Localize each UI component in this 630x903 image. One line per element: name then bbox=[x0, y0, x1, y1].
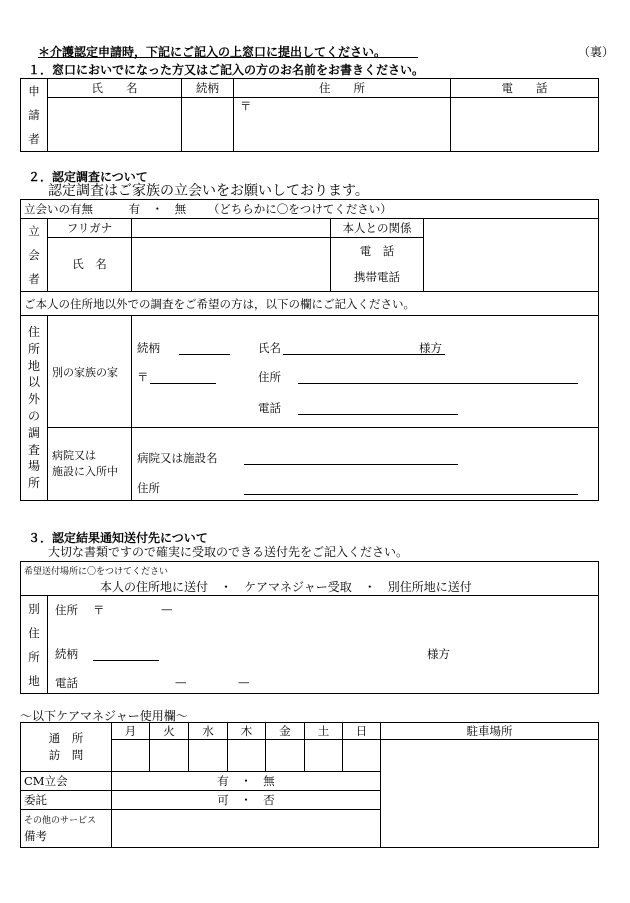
parking-field[interactable] bbox=[381, 740, 599, 848]
form-instruction: ＊介護認定申請時，下記にご記入の上窓口に提出してください。 bbox=[38, 45, 387, 59]
instruction-underline bbox=[38, 57, 418, 58]
cm-presence-label: CM立会 bbox=[21, 772, 112, 791]
hospital-name-label: 病院又は施設名 bbox=[137, 451, 218, 465]
family-name-label: 氏名 bbox=[258, 341, 281, 355]
hospital-address-label: 住所 bbox=[137, 481, 160, 495]
send-options[interactable]: 本人の住所地に送付 ・ ケアマネジャー受取 ・ 別住所地に送付 bbox=[100, 580, 472, 594]
presence-options[interactable]: 有 ・ 無 bbox=[128, 202, 187, 216]
cm-presence-options[interactable]: 有 ・ 無 bbox=[112, 772, 381, 791]
other-service-field[interactable] bbox=[112, 810, 381, 848]
relation-label: 本人との関係 bbox=[331, 219, 424, 238]
attendant-name-field[interactable] bbox=[132, 237, 331, 292]
other-service-label: その他のサービス 備考 bbox=[21, 810, 112, 848]
send-tel-dash-2: — bbox=[238, 675, 250, 689]
hospital-label: 病院又は 施設に入所中 bbox=[48, 428, 132, 501]
send-tel-dash-1: — bbox=[175, 675, 187, 689]
attendant-side-label: 立 会 者 bbox=[21, 219, 48, 292]
notification-table bbox=[20, 561, 599, 694]
family-address-label: 住所 bbox=[258, 370, 281, 384]
hospital-address-field[interactable] bbox=[244, 480, 578, 495]
other-address-side-label: 別 住 所 地 bbox=[21, 596, 48, 694]
entrust-label: 委託 bbox=[21, 791, 112, 810]
family-zokugara-field[interactable] bbox=[179, 340, 230, 355]
family-address-field[interactable] bbox=[298, 369, 578, 384]
family-home-fields bbox=[132, 316, 599, 428]
visit-label: 通 所 訪 問 bbox=[21, 723, 112, 772]
send-option-hint: 希望送付場所に〇をつけてください bbox=[24, 567, 169, 577]
send-zokugara-label: 続柄 bbox=[55, 647, 78, 661]
furigana-field[interactable] bbox=[132, 219, 331, 238]
day-sun-cell[interactable] bbox=[343, 740, 381, 772]
send-postal-dash: — bbox=[161, 602, 173, 616]
entrust-options[interactable]: 可 ・ 否 bbox=[112, 791, 381, 810]
other-place-note: ご本人の住所地以外での調査をご希望の方は，以下の欄にご記入ください。 bbox=[21, 292, 599, 316]
family-home-label: 別の家族の家 bbox=[48, 316, 132, 428]
applicant-name-field[interactable] bbox=[48, 97, 182, 152]
applicant-phone-field[interactable] bbox=[451, 97, 599, 152]
section1-title: １．窓口においでになった方又はご記入の方のお名前をお書きください。 bbox=[28, 63, 425, 77]
send-sama-label: 様方 bbox=[427, 647, 450, 661]
postal-mark: 〒 bbox=[240, 98, 252, 113]
send-postal-mark: 〒 bbox=[93, 603, 105, 617]
family-postal-field[interactable] bbox=[150, 369, 216, 384]
applicant-table bbox=[20, 78, 599, 152]
section3-title: ３．認定結果通知送付先について bbox=[28, 531, 208, 545]
place-side-label: 住 所 地 以 外 の 調 査 場 所 bbox=[21, 316, 48, 501]
day-fri-cell[interactable] bbox=[266, 740, 305, 772]
phone-labels: 電 話 携帯電話 bbox=[331, 237, 424, 292]
survey-table bbox=[20, 199, 599, 501]
attendant-name-label: 氏 名 bbox=[48, 237, 132, 292]
hospital-fields bbox=[132, 428, 599, 501]
day-thu-cell[interactable] bbox=[228, 740, 266, 772]
send-option-row bbox=[21, 562, 599, 596]
day-wed: 水 bbox=[189, 723, 228, 740]
section3-subtitle: 大切な書類ですので確実に受取のできる送付先をご記入ください。 bbox=[48, 545, 409, 559]
cm-section-title: ～以下ケアマネジャー使用欄～ bbox=[20, 709, 188, 723]
family-tel-label: 電話 bbox=[258, 401, 281, 415]
day-sat: 土 bbox=[305, 723, 343, 740]
day-thu: 木 bbox=[228, 723, 266, 740]
day-tue: 火 bbox=[150, 723, 189, 740]
day-mon: 月 bbox=[112, 723, 150, 740]
family-postal-mark: 〒 bbox=[137, 370, 149, 384]
day-sat-cell[interactable] bbox=[305, 740, 343, 772]
applicant-side-label: 申 請 者 bbox=[21, 79, 48, 152]
family-tel-field[interactable] bbox=[298, 400, 458, 415]
parking-label: 駐車場所 bbox=[381, 723, 599, 740]
family-sama-label: 様方 bbox=[419, 341, 442, 355]
applicant-address-field[interactable] bbox=[234, 97, 451, 152]
applicant-relation-field[interactable] bbox=[182, 97, 234, 152]
col-phone: 電 話 bbox=[451, 79, 599, 98]
day-wed-cell[interactable] bbox=[189, 740, 228, 772]
section2-title: ２．認定調査について bbox=[28, 170, 148, 184]
furigana-label: フリガナ bbox=[48, 219, 132, 238]
send-address-label: 住所 bbox=[55, 603, 78, 617]
page-side-label: （裏） bbox=[578, 45, 615, 59]
day-fri: 金 bbox=[266, 723, 305, 740]
family-zokugara-label: 続柄 bbox=[137, 341, 160, 355]
col-relation: 続柄 bbox=[182, 79, 234, 98]
cm-table bbox=[20, 722, 599, 848]
other-address-fields bbox=[48, 596, 599, 694]
day-sun: 日 bbox=[343, 723, 381, 740]
relation-phone-field[interactable] bbox=[424, 219, 599, 292]
hospital-name-field[interactable] bbox=[244, 450, 458, 465]
day-mon-cell[interactable] bbox=[112, 740, 150, 772]
send-tel-label: 電話 bbox=[55, 676, 78, 690]
day-tue-cell[interactable] bbox=[150, 740, 189, 772]
section2-subtitle: 認定調査はご家族の立会いをお願いしております。 bbox=[48, 183, 369, 199]
send-zokugara-field[interactable] bbox=[93, 646, 159, 661]
col-name: 氏 名 bbox=[48, 79, 182, 98]
col-address: 住 所 bbox=[234, 79, 451, 98]
presence-row: 立会いの有無 有 ・ 無 （どちらかに〇をつけてください） bbox=[21, 200, 599, 219]
